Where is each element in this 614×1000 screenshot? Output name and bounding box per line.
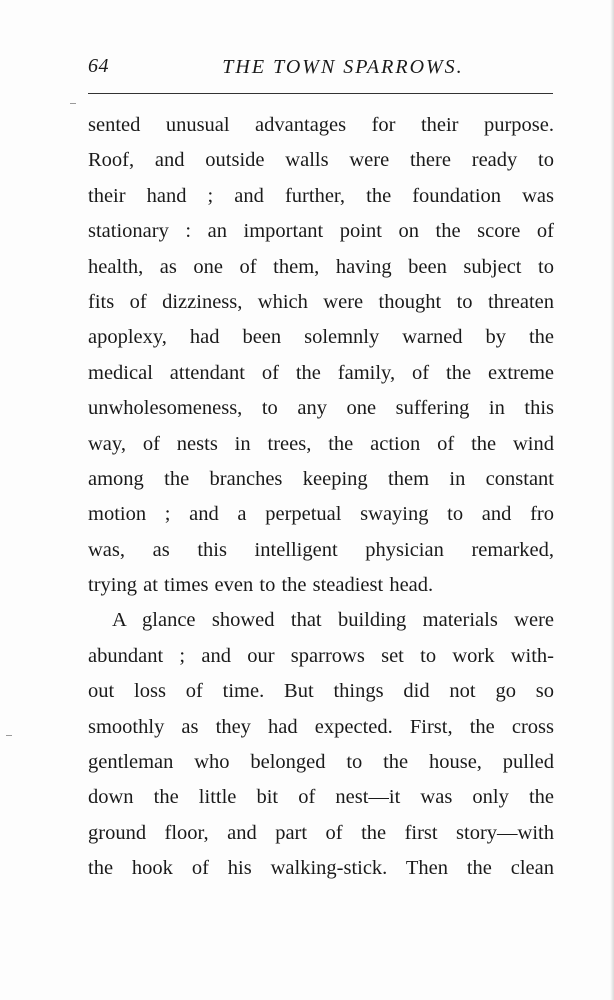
paragraph-2	[88, 603, 554, 886]
text-line: smoothly as they had expected. First, the cross	[88, 715, 554, 738]
text-line: unwholesomeness, to any one suffering in this	[88, 397, 554, 420]
text-line: the hook of his walking-stick. Then the clean	[88, 857, 554, 880]
text-line: health, as one of them, having been subject to	[88, 255, 554, 278]
text-line: out loss of time. But things did not go so	[88, 680, 554, 703]
text-line: sented unusual advantages for their purpose.	[88, 114, 554, 136]
text-line: ground floor, and part of the first story—with	[88, 821, 554, 844]
text-line: among the branches keeping them in constant	[88, 467, 554, 490]
text-line: fits of dizziness, which were thought to threaten	[88, 290, 554, 313]
running-head: THE TOWN SPARROWS.	[222, 56, 464, 78]
page-number: 64	[88, 55, 109, 77]
paragraph-1	[88, 108, 554, 603]
text-line: was, as this intelligent physician remarked,	[88, 538, 554, 561]
body-text	[88, 108, 554, 887]
page-edge-shadow	[610, 0, 614, 1000]
text-line: stationary : an important point on the score of	[88, 220, 554, 243]
text-line: motion ; and a perpetual swaying to and fro	[88, 503, 554, 526]
header-rule	[88, 93, 553, 94]
text-line: Roof, and outside walls were there ready to	[88, 149, 554, 172]
text-line: down the little bit of nest—it was only the	[88, 786, 554, 809]
margin-mark	[70, 103, 76, 104]
text-line: A glance showed that building materials were	[112, 609, 554, 632]
text-line: medical attendant of the family, of the extreme	[88, 361, 554, 384]
text-line: way, of nests in trees, the action of the wind	[88, 432, 554, 455]
text-line: their hand ; and further, the foundation was	[88, 184, 554, 207]
page-header	[88, 55, 554, 85]
text-line: abundant ; and our sparrows set to work with-	[88, 644, 554, 667]
margin-mark	[6, 735, 12, 736]
text-line: trying at times even to the steadiest head.	[88, 574, 434, 597]
text-line: apoplexy, had been solemnly warned by the	[88, 326, 554, 349]
text-line: gentleman who belonged to the house, pulled	[88, 751, 554, 774]
